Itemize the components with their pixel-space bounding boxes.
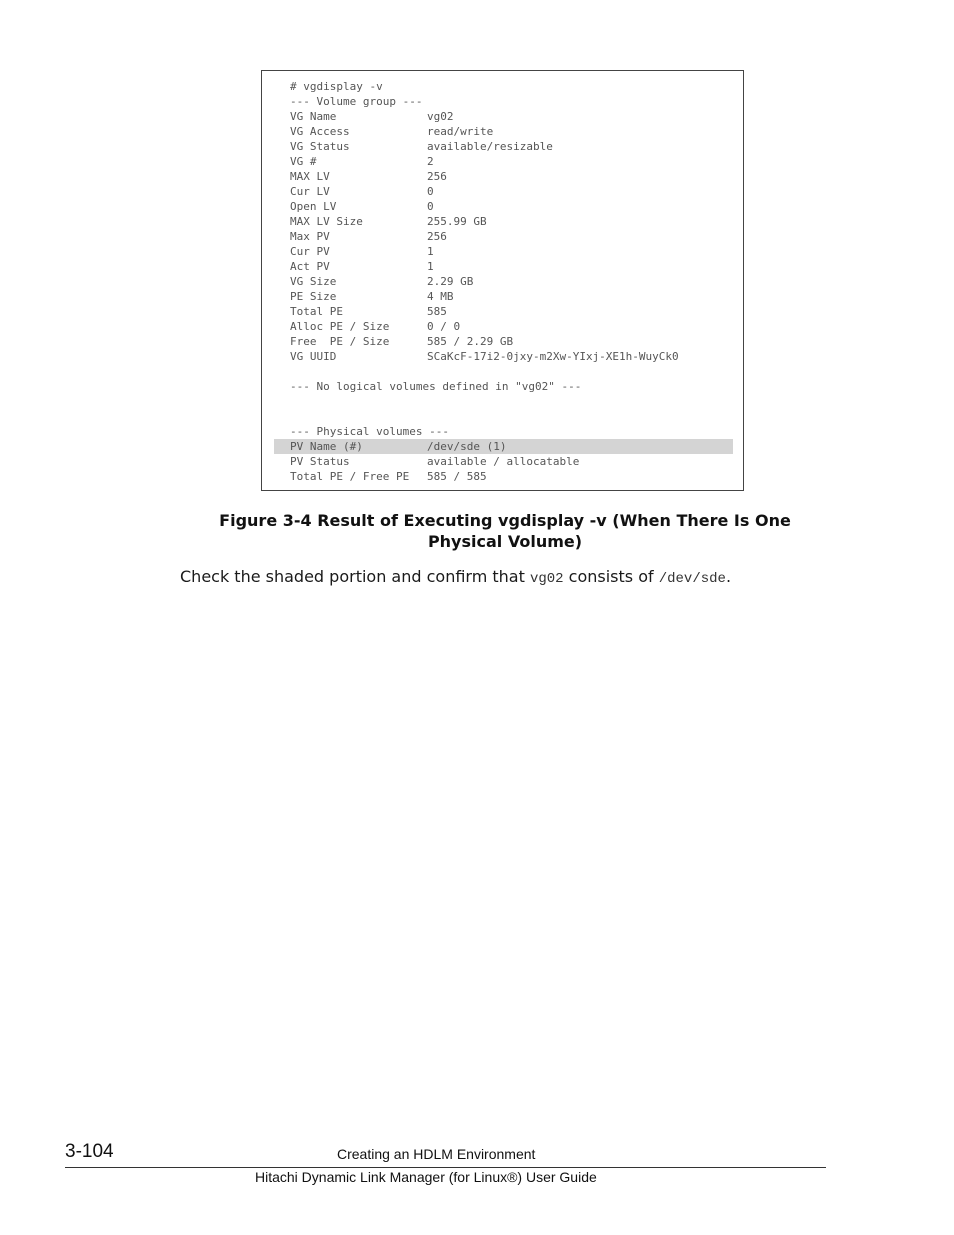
terminal-field-label: PV Status [290,455,350,468]
terminal-line [274,454,733,469]
terminal-output [274,79,733,484]
terminal-field-label: PV Name (#) [290,440,363,453]
terminal-field-label: VG Access [290,125,350,138]
terminal-field-value: 1 [427,260,434,273]
terminal-line [274,409,733,424]
terminal-line [274,394,733,409]
figure-caption: Figure 3-4 Result of Executing vgdisplay -v (When There Is One Physical Volume) [219,511,791,551]
terminal-line [274,319,733,334]
terminal-field-value: 256 [427,230,447,243]
body-paragraph [180,566,731,590]
terminal-field-label: MAX LV Size [290,215,363,228]
terminal-field-value: 0 [427,200,434,213]
terminal-field-label: Total PE / Free PE [290,470,410,483]
terminal-field-value: available/resizable [427,140,553,153]
terminal-field-label: VG Size [290,275,337,288]
terminal-field-value: available / allocatable [427,455,580,468]
terminal-line [274,79,733,94]
terminal-line [274,139,733,154]
terminal-line-text: --- Volume group --- [290,95,423,108]
terminal-field-value: 255.99 GB [427,215,487,228]
terminal-line [274,169,733,184]
body-text-after: . [725,567,732,586]
terminal-line [274,349,733,364]
terminal-field-value: vg02 [427,110,454,123]
terminal-line-text: # vgdisplay -v [290,80,383,93]
terminal-field-label: Free PE / Size [290,335,390,348]
terminal-field-value: 256 [427,170,447,183]
terminal-field-value: 2.29 GB [427,275,474,288]
terminal-line [274,469,733,484]
terminal-field-value: read/write [427,125,494,138]
terminal-line [274,124,733,139]
terminal-field-label: VG # [290,155,317,168]
footer-document-title: Hitachi Dynamic Link Manager (for Linux®) User Guide [255,1169,597,1185]
terminal-field-value: 0 [427,185,434,198]
terminal-field-value: 585 / 585 [427,470,487,483]
terminal-line [274,214,733,229]
terminal-field-label: MAX LV [290,170,330,183]
terminal-line [274,364,733,379]
terminal-line [274,379,733,394]
terminal-field-value: 0 / 0 [427,320,461,333]
figure-screenshot [261,70,744,491]
terminal-line [274,229,733,244]
terminal-field-label: Total PE [290,305,343,318]
code-vg02: vg02 [529,571,564,587]
terminal-line [274,244,733,259]
code-dev-sde: /dev/sde [658,571,726,587]
terminal-line [274,184,733,199]
terminal-line [274,274,733,289]
body-text-before: Check the shaded portion and confirm that [180,567,530,586]
terminal-line [274,199,733,214]
terminal-line [274,154,733,169]
terminal-field-value: 4 MB [427,290,454,303]
page-number: 3-104 [65,1141,114,1162]
terminal-field-label: VG Name [290,110,337,123]
terminal-field-value: 2 [427,155,434,168]
body-text-middle: consists of [563,567,659,586]
terminal-field-value: 585 [427,305,447,318]
terminal-field-label: Cur PV [290,245,330,258]
terminal-line [274,439,733,454]
footer-section-title: Creating an HDLM Environment [337,1146,536,1162]
terminal-field-value: /dev/sde (1) [427,440,507,453]
terminal-field-label: Cur LV [290,185,330,198]
terminal-line [274,259,733,274]
terminal-field-value: 1 [427,245,434,258]
terminal-line [274,94,733,109]
terminal-field-value: SCaKcF-17i2-0jxy-m2Xw-YIxj-XE1h-WuyCk0 [427,350,679,363]
terminal-line [274,304,733,319]
terminal-line-text: --- No logical volumes defined in "vg02" --- [290,380,582,393]
terminal-line [274,424,733,439]
terminal-field-label: Act PV [290,260,330,273]
footer-divider [65,1167,826,1168]
terminal-field-label: Max PV [290,230,330,243]
terminal-field-label: VG Status [290,140,350,153]
terminal-line [274,289,733,304]
terminal-field-value: 585 / 2.29 GB [427,335,514,348]
terminal-line [274,334,733,349]
terminal-field-label: PE Size [290,290,337,303]
terminal-field-label: Open LV [290,200,337,213]
terminal-field-label: Alloc PE / Size [290,320,390,333]
terminal-field-label: VG UUID [290,350,337,363]
terminal-line [274,109,733,124]
terminal-line-text: --- Physical volumes --- [290,425,449,438]
